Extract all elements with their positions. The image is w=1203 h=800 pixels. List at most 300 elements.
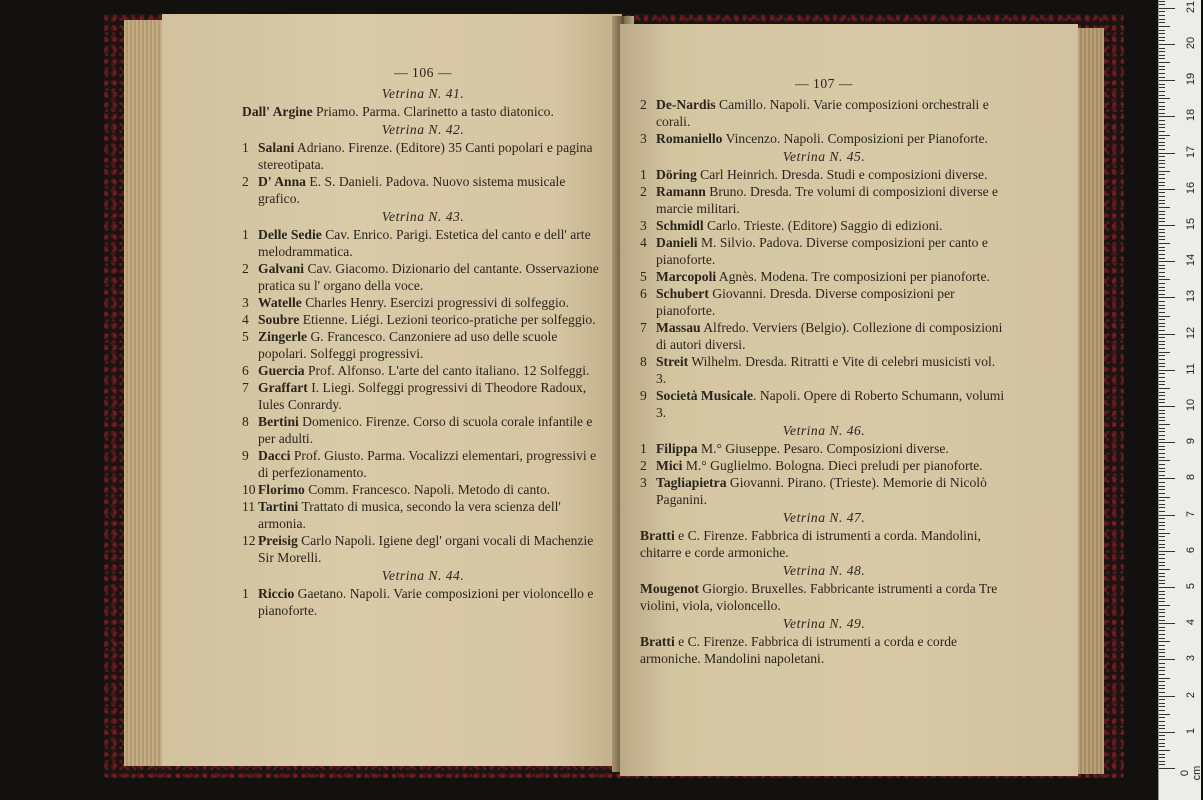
ruler-tick <box>1159 641 1170 642</box>
ruler-tick <box>1159 764 1165 765</box>
ruler-tick <box>1159 392 1165 393</box>
ruler-tick <box>1159 51 1165 52</box>
entry-number: 1 <box>640 167 647 182</box>
ruler-tick <box>1159 62 1170 63</box>
ruler-tick <box>1159 768 1175 769</box>
ruler-tick <box>1159 728 1165 729</box>
ruler-tick <box>1159 569 1170 570</box>
exhibitor-name: Watelle <box>258 295 302 310</box>
ruler-tick <box>1159 200 1165 201</box>
ruler-tick <box>1159 218 1165 219</box>
ruler-tick <box>1159 518 1165 519</box>
ruler-tick <box>1159 363 1165 364</box>
ruler-tick <box>1159 410 1165 411</box>
ruler-tick <box>1159 601 1165 602</box>
ruler-tick <box>1159 348 1165 349</box>
ruler-tick <box>1159 696 1175 697</box>
ruler-tick <box>1159 87 1165 88</box>
ruler-tick <box>1159 261 1175 262</box>
ruler-tick <box>1159 334 1175 335</box>
catalog-entry <box>640 166 1008 183</box>
catalog-entry <box>640 96 1008 130</box>
ruler-label: 9 <box>1185 438 1197 445</box>
entry-number: 7 <box>640 320 647 335</box>
entry-description: Adriano. Firenze. (Editore) 35 Canti popolari e pagina stereotipata. <box>258 140 593 172</box>
ruler-tick <box>1159 196 1165 197</box>
exhibitor-name: Ramann <box>656 184 706 199</box>
ruler-tick <box>1159 576 1165 577</box>
vetrina-heading: Vetrina N. 47. <box>782 510 866 525</box>
ruler-label: 7 <box>1185 510 1197 517</box>
ruler-tick <box>1159 312 1165 313</box>
ruler-tick <box>1159 272 1165 273</box>
ruler-tick <box>1159 468 1165 469</box>
ruler-tick <box>1159 167 1165 168</box>
ruler-tick <box>1159 399 1165 400</box>
ruler-tick <box>1159 156 1165 157</box>
ruler-tick <box>1159 145 1165 146</box>
ruler-tick <box>1159 163 1165 164</box>
ruler-tick <box>1159 645 1165 646</box>
ruler-tick <box>1159 326 1165 327</box>
entry-description: Cav. Enrico. Parigi. Estetica del canto e dell' arte melodrammatica. <box>258 227 591 259</box>
ruler-tick <box>1159 761 1165 762</box>
ruler-tick <box>1159 587 1175 588</box>
ruler-tick <box>1159 703 1165 704</box>
catalog-entry <box>640 353 1008 387</box>
entry-description: Giovanni. Dresda. Diverse composizioni per pianoforte. <box>656 286 955 318</box>
ruler-tick <box>1159 663 1165 664</box>
exhibitor-name: Schubert <box>656 286 709 301</box>
ruler-tick <box>1159 735 1165 736</box>
vetrina-heading: Vetrina N. 43. <box>381 209 465 224</box>
catalog-entry <box>242 173 604 207</box>
ruler-label: 12 <box>1185 326 1197 339</box>
ruler-tick <box>1159 388 1170 389</box>
ruler-tick <box>1159 659 1175 660</box>
exhibitor-name: Dacci <box>258 448 291 463</box>
entry-number: 11 <box>242 499 256 514</box>
catalog-entry <box>640 268 1008 285</box>
ruler-tick <box>1159 431 1165 432</box>
ruler-tick <box>1159 533 1170 534</box>
page-number: — 106 — <box>394 65 452 80</box>
ruler-tick <box>1159 623 1175 624</box>
ruler-tick <box>1159 377 1165 378</box>
ruler-tick <box>1159 609 1165 610</box>
ruler-tick <box>1159 207 1170 208</box>
exhibitor-name: Streit <box>656 354 689 369</box>
ruler-tick <box>1159 4 1165 5</box>
entry-number: 3 <box>640 218 647 233</box>
entry-number: 4 <box>242 312 249 327</box>
ruler-tick <box>1159 649 1165 650</box>
ruler-label: 4 <box>1185 619 1197 626</box>
ruler-tick <box>1159 287 1165 288</box>
catalog-entry <box>242 498 604 532</box>
ruler-tick <box>1159 95 1165 96</box>
entry-number: 5 <box>242 329 249 344</box>
ruler-tick <box>1159 525 1165 526</box>
ruler-tick <box>1159 725 1165 726</box>
entry-description: Gaetano. Napoli. Varie composizioni per violoncello e pianoforte. <box>258 586 594 618</box>
ruler-tick <box>1159 254 1165 255</box>
ruler-tick <box>1159 464 1165 465</box>
ruler-tick <box>1159 276 1165 277</box>
ruler-tick <box>1159 283 1165 284</box>
ruler-label: 11 <box>1185 363 1197 375</box>
entry-number: 9 <box>242 448 249 463</box>
ruler-tick <box>1159 605 1170 606</box>
ruler-tick <box>1159 341 1165 342</box>
ruler-tick <box>1159 352 1170 353</box>
entry-description: Agnès. Modena. Tre composizioni per pianoforte. <box>716 269 990 284</box>
catalog-entry <box>242 311 604 328</box>
ruler-tick <box>1159 638 1165 639</box>
ruler-tick <box>1159 449 1165 450</box>
exhibitor-name: Tartini <box>258 499 299 514</box>
ruler-label: 8 <box>1185 474 1197 481</box>
ruler-label: 2 <box>1185 691 1197 698</box>
ruler-tick <box>1159 44 1175 45</box>
ruler-tick <box>1159 124 1165 125</box>
ruler-tick <box>1159 294 1165 295</box>
ruler-tick <box>1159 547 1165 548</box>
catalog-entry <box>242 139 604 173</box>
ruler-tick <box>1159 30 1165 31</box>
entry-description: Comm. Francesco. Napoli. Metodo di canto. <box>304 482 551 497</box>
ruler-tick <box>1159 670 1165 671</box>
catalog-entry <box>242 226 604 260</box>
entry-description: e C. Firenze. Fabbrica di istrumenti a corda e corde armoniche. Mandolini napoletani. <box>640 634 958 666</box>
ruler-tick <box>1159 551 1175 552</box>
ruler-tick <box>1159 106 1165 107</box>
ruler-tick <box>1159 225 1175 226</box>
catalog-entry <box>242 532 604 566</box>
exhibitor-name: Marcopoli <box>656 269 717 284</box>
ruler-tick <box>1159 630 1165 631</box>
entry-number: 2 <box>640 184 647 199</box>
catalog-entry <box>640 527 1008 561</box>
ruler-tick <box>1159 486 1165 487</box>
entry-number: 1 <box>242 227 249 242</box>
ruler-tick <box>1159 395 1165 396</box>
ruler-tick <box>1159 69 1165 70</box>
ruler-tick <box>1159 149 1165 150</box>
entry-number: 2 <box>242 261 249 276</box>
ruler-tick <box>1159 301 1165 302</box>
ruler-tick <box>1159 239 1165 240</box>
ruler-tick <box>1159 243 1170 244</box>
catalog-entry <box>640 457 1008 474</box>
ruler-tick <box>1159 471 1165 472</box>
exhibitor-name: Tagliapietra <box>656 475 727 490</box>
entry-number: 2 <box>242 174 249 189</box>
exhibitor-name: De-Nardis <box>656 97 716 112</box>
left-page <box>162 14 622 766</box>
ruler-label: 0 cm <box>1179 765 1203 781</box>
ruler-tick <box>1159 232 1165 233</box>
right-page-content <box>640 96 1008 667</box>
ruler-tick <box>1159 91 1165 92</box>
exhibitor-name: Mici <box>656 458 683 473</box>
entry-number: 8 <box>242 414 249 429</box>
catalog-entry <box>640 633 1008 667</box>
entry-description: e C. Firenze. Fabbrica di istrumenti a corda. Mandolini, chitarre e corde armoniche. <box>640 528 981 560</box>
exhibitor-name: Schmidl <box>656 218 704 233</box>
ruler-tick <box>1159 55 1165 56</box>
catalog-entry <box>242 362 604 379</box>
vetrina-heading: Vetrina N. 49. <box>782 616 866 631</box>
ruler-label: 10 <box>1185 398 1197 412</box>
entry-description: . Napoli. Opere di Roberto Schumann, volumi 3. <box>656 388 1005 420</box>
ruler-tick <box>1159 290 1165 291</box>
exhibitor-name: Bratti <box>640 528 675 543</box>
catalog-entry <box>640 474 1008 508</box>
entry-number: 6 <box>242 363 249 378</box>
entry-description: Cav. Giacomo. Dizionario del cantante. Osservazione pratica su l' organo della voce. <box>258 261 599 293</box>
ruler-tick <box>1159 268 1165 269</box>
ruler-tick <box>1159 359 1165 360</box>
vetrina-heading: Vetrina N. 48. <box>782 563 866 578</box>
catalog-entry <box>640 440 1008 457</box>
ruler-tick <box>1159 511 1165 512</box>
ruler-label: 3 <box>1185 655 1197 662</box>
ruler-tick <box>1159 652 1165 653</box>
ruler-tick <box>1159 373 1165 374</box>
ruler-tick <box>1159 591 1165 592</box>
ruler-tick <box>1159 460 1170 461</box>
ruler-tick <box>1159 258 1165 259</box>
catalog-entry <box>640 234 1008 268</box>
ruler-tick <box>1159 153 1175 154</box>
ruler-tick <box>1159 402 1165 403</box>
ruler-label: 6 <box>1185 546 1197 553</box>
ruler-tick <box>1159 308 1165 309</box>
entry-number: 3 <box>640 475 647 490</box>
exhibitor-name: Riccio <box>258 586 295 601</box>
ruler-tick <box>1159 142 1165 143</box>
ruler-tick <box>1159 185 1165 186</box>
ruler-tick <box>1159 40 1165 41</box>
ruler-tick <box>1159 627 1165 628</box>
ruler-tick <box>1159 439 1165 440</box>
ruler-tick <box>1159 316 1170 317</box>
ruler-tick <box>1159 475 1165 476</box>
ruler-tick <box>1159 721 1165 722</box>
entry-description: Wilhelm. Dresda. Ritratti e Vite di celebri musicisti vol. 3. <box>656 354 996 386</box>
ruler-tick <box>1159 612 1165 613</box>
catalog-entry <box>242 481 604 498</box>
page-edges-right <box>1074 28 1104 774</box>
entry-number: 6 <box>640 286 647 301</box>
ruler-tick <box>1159 323 1165 324</box>
exhibitor-name: Mougenot <box>640 581 699 596</box>
ruler-tick <box>1159 688 1165 689</box>
entry-number: 7 <box>242 380 249 395</box>
exhibitor-name: Filippa <box>656 441 698 456</box>
catalog-entry <box>640 183 1008 217</box>
ruler-label: 21 <box>1185 0 1197 13</box>
ruler-tick <box>1159 26 1170 27</box>
ruler-tick <box>1159 73 1165 74</box>
entry-number: 1 <box>242 586 249 601</box>
ruler-tick <box>1159 381 1165 382</box>
ruler-tick <box>1159 8 1175 9</box>
ruler-tick <box>1159 453 1165 454</box>
catalog-entry <box>640 319 1008 353</box>
entry-number: 10 <box>242 482 256 497</box>
ruler-tick <box>1159 493 1165 494</box>
ruler-tick <box>1159 699 1165 700</box>
ruler-tick <box>1159 446 1165 447</box>
entry-number: 1 <box>640 441 647 456</box>
ruler-tick <box>1159 221 1165 222</box>
page-edges-left <box>124 20 164 766</box>
vetrina-heading: Vetrina N. 41. <box>381 86 465 101</box>
ruler-tick <box>1159 355 1165 356</box>
entry-description: Etienne. Liégi. Lezioni teorico-pratiche per solfeggio. <box>299 312 596 327</box>
ruler-tick <box>1159 754 1165 755</box>
entry-description: Giovanni. Pirano. (Trieste). Memorie di Nicolò Paganini. <box>656 475 987 507</box>
ruler-tick <box>1159 558 1165 559</box>
entry-number: 3 <box>640 131 647 146</box>
ruler-tick <box>1159 33 1165 34</box>
ruler-tick <box>1159 540 1165 541</box>
ruler-tick <box>1159 743 1165 744</box>
catalog-entry <box>242 328 604 362</box>
ruler-tick <box>1159 710 1165 711</box>
entry-description: Carlo. Trieste. (Editore) Saggio di edizioni. <box>703 218 943 233</box>
ruler-tick <box>1159 22 1165 23</box>
ruler-tick <box>1159 620 1165 621</box>
entry-description: Bruno. Dresda. Tre volumi di composizioni diverse e marcie militari. <box>656 184 999 216</box>
ruler-tick <box>1159 554 1165 555</box>
ruler-tick <box>1159 48 1165 49</box>
entry-number: 12 <box>242 533 256 548</box>
vetrina-heading: Vetrina N. 42. <box>381 122 465 137</box>
ruler-tick <box>1159 384 1165 385</box>
ruler-tick <box>1159 203 1165 204</box>
ruler-tick <box>1159 279 1170 280</box>
ruler-tick <box>1159 714 1170 715</box>
measurement-ruler <box>1158 0 1201 800</box>
right-page <box>620 24 1078 776</box>
ruler-tick <box>1159 127 1165 128</box>
ruler-tick <box>1159 109 1165 110</box>
exhibitor-name: Florimo <box>258 482 305 497</box>
catalog-entry <box>640 387 1008 421</box>
ruler-tick <box>1159 692 1165 693</box>
ruler-tick <box>1159 507 1165 508</box>
catalog-entry <box>242 103 604 120</box>
catalog-entry <box>242 413 604 447</box>
entry-description: Priamo. Parma. Clarinetto a tasto diatonico. <box>312 104 554 119</box>
ruler-tick <box>1159 616 1165 617</box>
ruler-tick <box>1159 120 1165 121</box>
entry-description: M. Silvio. Padova. Diverse composizioni per canto e pianoforte. <box>656 235 988 267</box>
ruler-tick <box>1159 656 1165 657</box>
catalog-entry <box>242 294 604 311</box>
ruler-tick <box>1159 598 1165 599</box>
exhibitor-name: Graffart <box>258 380 308 395</box>
ruler-tick <box>1159 583 1165 584</box>
entry-number: 3 <box>242 295 249 310</box>
ruler-tick <box>1159 178 1165 179</box>
entry-description: Carl Heinrich. Dresda. Studi e composizioni diverse. <box>696 167 988 182</box>
ruler-label: 13 <box>1185 290 1197 303</box>
entry-description: M.° Guglielmo. Bologna. Dieci preludi per pianoforte. <box>682 458 983 473</box>
ruler-label: 19 <box>1185 73 1197 86</box>
ruler-tick <box>1159 247 1165 248</box>
ruler-label: 18 <box>1185 109 1197 122</box>
ruler-tick <box>1159 678 1170 679</box>
catalog-entry <box>640 580 1008 614</box>
ruler-tick <box>1159 420 1165 421</box>
catalog-entry <box>242 447 604 481</box>
ruler-tick <box>1159 211 1165 212</box>
ruler-tick <box>1159 174 1165 175</box>
entry-description: Domenico. Firenze. Corso di scuola corale infantile e per adulti. <box>258 414 593 446</box>
ruler-tick <box>1159 182 1165 183</box>
ruler-tick <box>1159 428 1165 429</box>
ruler-tick <box>1159 337 1165 338</box>
entry-description: Giorgio. Bruxelles. Fabbricante istrumenti a corda Tre violini, viola, violoncello. <box>640 581 998 613</box>
exhibitor-name: Massau <box>656 320 701 335</box>
ruler-label: 16 <box>1185 181 1197 194</box>
ruler-tick <box>1159 19 1165 20</box>
ruler-tick <box>1159 131 1165 132</box>
vetrina-heading: Vetrina N. 44. <box>381 568 465 583</box>
ruler-tick <box>1159 746 1165 747</box>
entry-number: 1 <box>242 140 249 155</box>
page-number: — 107 — <box>795 76 853 91</box>
ruler-tick <box>1159 522 1165 523</box>
ruler-label: 5 <box>1185 582 1197 590</box>
entry-description: Charles Henry. Esercizi progressivi di solfeggio. <box>301 295 569 310</box>
ruler-tick <box>1159 515 1175 516</box>
exhibitor-name: Bratti <box>640 634 675 649</box>
ruler-tick <box>1159 489 1165 490</box>
ruler-tick <box>1159 319 1165 320</box>
ruler-tick <box>1159 580 1165 581</box>
ruler-tick <box>1159 573 1165 574</box>
ruler-tick <box>1159 681 1165 682</box>
exhibitor-name: Società Musicale <box>656 388 754 403</box>
ruler-tick <box>1159 171 1170 172</box>
catalog-entry <box>242 379 604 413</box>
ruler-tick <box>1159 113 1165 114</box>
ruler-tick <box>1159 544 1165 545</box>
ruler-tick <box>1159 11 1165 12</box>
entry-number: 5 <box>640 269 647 284</box>
exhibitor-name: Preisig <box>258 533 298 548</box>
ruler-tick <box>1159 536 1165 537</box>
ruler-label: 1 <box>1185 727 1197 734</box>
ruler-tick <box>1159 504 1165 505</box>
exhibitor-name: Dall' Argine <box>242 104 313 119</box>
exhibitor-name: Soubre <box>258 312 300 327</box>
ruler-tick <box>1159 442 1175 443</box>
entry-description: M.° Giuseppe. Pesaro. Composizioni diverse. <box>697 441 949 456</box>
catalog-entry <box>242 260 604 294</box>
ruler-tick <box>1159 482 1165 483</box>
ruler-tick <box>1159 706 1165 707</box>
ruler-tick <box>1159 84 1165 85</box>
ruler-tick <box>1159 77 1165 78</box>
exhibitor-name: Galvani <box>258 261 305 276</box>
entry-number: 9 <box>640 388 647 403</box>
